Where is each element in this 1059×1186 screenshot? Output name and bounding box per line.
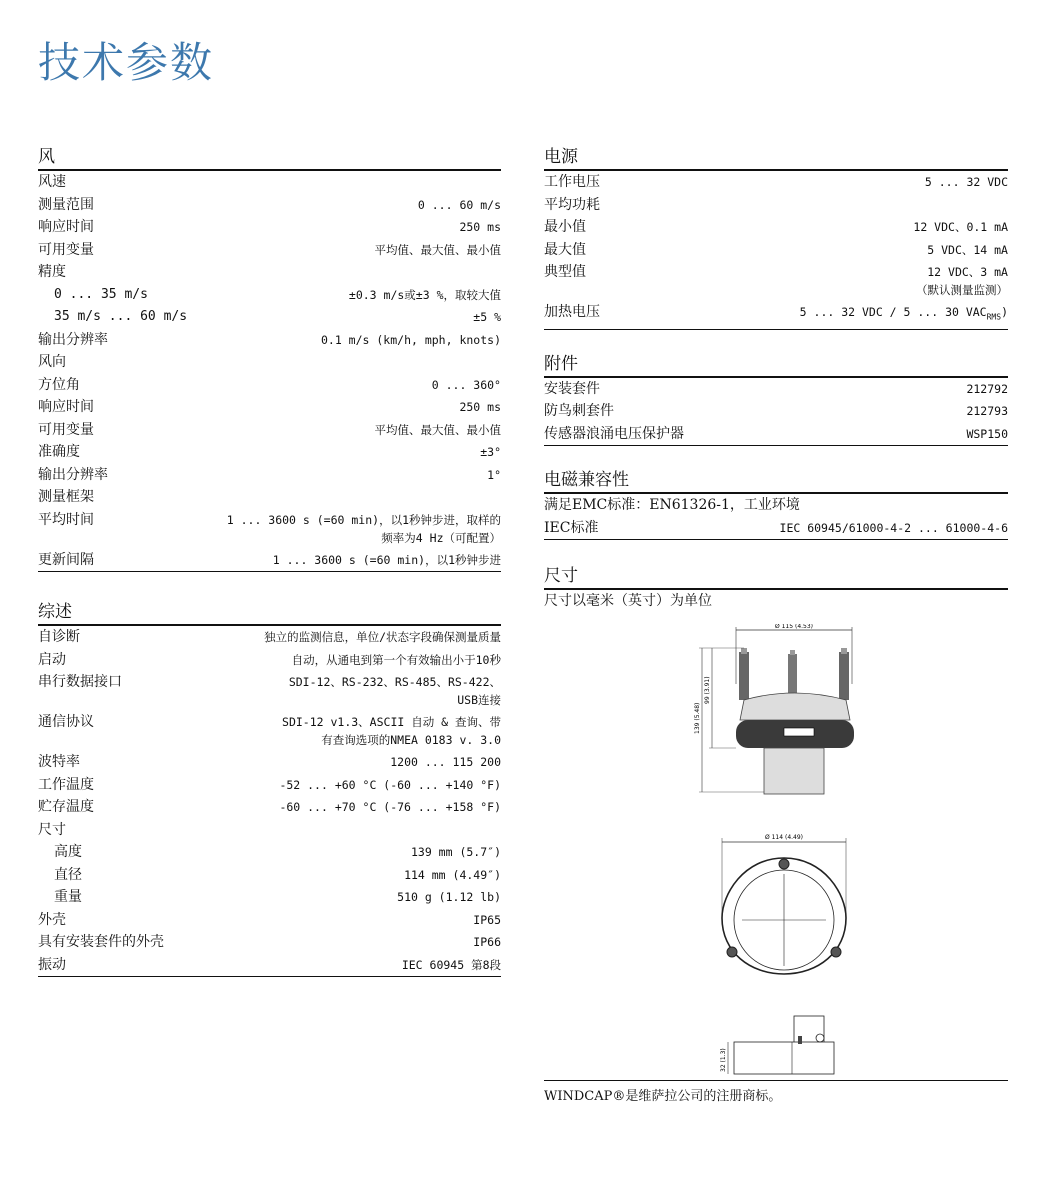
spec-label: 最小值 <box>544 219 586 235</box>
section-title-wind: 风 <box>38 145 501 171</box>
spec-label: 平均时间 <box>38 511 94 528</box>
wind-rows <box>38 171 501 572</box>
spec-label: 测量范围 <box>38 196 94 213</box>
spec-row <box>38 374 501 397</box>
spec-label: 输出分辨率 <box>38 466 108 483</box>
spec-value-text: 5 ... 32 VDC / 5 ... 30 VAC <box>799 305 987 319</box>
spec-value <box>780 517 1008 540</box>
spec-row <box>38 931 501 954</box>
spec-label: 方位角 <box>38 376 80 393</box>
spec-value-text: 139 mm (5.7″) <box>410 845 501 859</box>
side-width-label: Ø 115 (4.53) <box>774 624 814 631</box>
spec-value-text: ±0.3 m/s或±3 %，取较大值 <box>348 287 501 302</box>
section-title-power: 电源 <box>544 145 1008 171</box>
spec-row <box>544 239 1008 262</box>
spec-row <box>38 649 501 672</box>
spec-value <box>966 400 1008 423</box>
spec-label: 风向 <box>38 354 66 370</box>
right-column <box>544 145 1008 1100</box>
accessories-section <box>544 352 1008 447</box>
spec-value <box>459 216 501 239</box>
spec-value-text: IP65 <box>473 912 501 927</box>
spec-label: 最大值 <box>544 241 586 258</box>
wind-section <box>38 145 501 572</box>
spec-value <box>273 549 501 572</box>
spec-value <box>966 378 1008 401</box>
spec-label: 自诊断 <box>38 629 80 645</box>
spec-value-text: ±3° <box>480 445 501 459</box>
spec-value-text: IEC 60945/61000-4-2 ... 61000-4-6 <box>779 520 1008 535</box>
spec-value-text: IP66 <box>473 935 501 949</box>
emc-rows <box>544 494 1008 540</box>
spec-value <box>390 751 501 774</box>
spec-label: 启动 <box>38 651 66 668</box>
spec-row <box>38 261 501 284</box>
spec-label: 传感器浪涌电压保护器 <box>544 425 684 442</box>
top-width-label: Ø 114 (4.49) <box>764 834 804 842</box>
spec-value <box>321 329 501 352</box>
spec-row <box>38 796 501 819</box>
side-view-drawing <box>684 624 874 814</box>
spec-value <box>282 711 501 751</box>
spec-label: 加热电压 <box>544 304 600 320</box>
spec-row <box>544 261 1008 301</box>
spec-value-text: 0.1 m/s (km/h, mph, knots) <box>320 332 501 347</box>
trademark-footer: WINDCAP®是维萨拉公司的注册商标。 <box>544 1080 1008 1104</box>
spec-value <box>966 423 1008 446</box>
spec-label: 更新间隔 <box>38 551 94 568</box>
emc-section <box>544 468 1008 540</box>
spec-row <box>38 486 501 509</box>
spec-row <box>38 284 501 307</box>
spec-label: 具有安装套件的外壳 <box>38 934 164 950</box>
spec-value <box>279 774 501 797</box>
spec-label: 0 ... 35 m/s <box>54 286 148 302</box>
spec-value-text: 510 g (1.12 lb) <box>397 890 501 904</box>
spec-row <box>38 419 501 442</box>
spec-value <box>375 239 502 262</box>
spec-value-text: 1 ... 3600 s (=60 min)，以1秒钟步进 <box>272 552 501 567</box>
spec-row <box>544 400 1008 423</box>
section-title-emc: 电磁兼容性 <box>544 468 1008 494</box>
spec-label: 尺寸 <box>38 821 66 838</box>
spec-value <box>418 194 501 217</box>
spec-row <box>544 171 1008 194</box>
dimension-drawings <box>544 612 1008 1082</box>
spec-value-text: 独立的监测信息，单位/状态字段确保测量质量 <box>264 630 501 644</box>
spec-label: 贮存温度 <box>38 799 94 815</box>
spec-value-text: 平均值、最大值、最小值 <box>374 242 501 257</box>
spec-label: 安装套件 <box>544 380 600 397</box>
spec-row <box>544 423 1008 447</box>
spec-label: 风速 <box>38 174 66 190</box>
spec-value-text: 1 ... 3600 s (=60 min)，以1秒钟步进，取样的 频率为4 Hz（可配置） <box>226 512 501 545</box>
spec-value-text: 114 mm (4.49″) <box>404 867 501 882</box>
spec-label: 工作温度 <box>38 776 94 793</box>
section-title-accessories: 附件 <box>544 352 1008 378</box>
dimensions-section <box>544 564 1008 1082</box>
spec-row <box>38 954 501 978</box>
spec-value-text: 1200 ... 115 200 <box>390 755 501 769</box>
left-column <box>38 145 501 995</box>
spec-row <box>38 509 501 549</box>
spec-row <box>38 841 501 864</box>
spec-value <box>397 886 501 909</box>
section-title-general: 综述 <box>38 600 501 626</box>
spec-row <box>38 864 501 887</box>
spec-value <box>404 864 501 887</box>
spec-value-text: 自动，从通电到第一个有效输出小于10秒 <box>291 652 501 667</box>
spec-value-subscript: RMS <box>986 312 1002 322</box>
spec-row <box>38 351 501 374</box>
spec-value-text: 0 ... 60 m/s <box>417 197 501 212</box>
spec-row <box>38 216 501 239</box>
dimensions-note: 尺寸以毫米（英寸）为单位 <box>544 593 712 610</box>
spec-row <box>38 671 501 711</box>
spec-value <box>480 441 501 464</box>
spec-label: 平均功耗 <box>544 196 600 213</box>
spec-row <box>38 194 501 217</box>
spec-label: 串行数据接口 <box>38 674 122 690</box>
top-view-drawing <box>714 834 854 984</box>
spec-label: 重量 <box>54 889 82 905</box>
spec-value <box>264 626 501 649</box>
spec-label: 可用变量 <box>38 241 94 258</box>
spec-label: 准确度 <box>38 444 80 460</box>
spec-value <box>279 796 501 819</box>
spec-label: 波特率 <box>38 754 80 770</box>
spec-value <box>402 954 501 977</box>
spec-value-text: IEC 60945 第8段 <box>401 957 501 972</box>
spec-value-text: 12 VDC、3 mA （默认测量监测） <box>916 265 1008 297</box>
spec-row <box>38 239 501 262</box>
spec-row <box>544 216 1008 239</box>
spec-row <box>38 171 501 194</box>
spec-label: 满足EMC标准：EN61326-1，工业环境 <box>544 497 800 514</box>
spec-label: 精度 <box>38 264 66 280</box>
spec-value <box>473 306 501 329</box>
spec-label: 典型值 <box>544 264 586 280</box>
spec-value <box>913 216 1008 239</box>
spec-label: IEC标准 <box>544 519 599 536</box>
spec-row <box>544 517 1008 541</box>
spec-value-text: 212792 <box>966 381 1008 396</box>
spec-value-text: 0 ... 360° <box>431 377 501 392</box>
general-rows <box>38 626 501 977</box>
spec-row <box>544 378 1008 401</box>
spec-label: 可用变量 <box>38 421 94 438</box>
spec-value <box>487 464 501 487</box>
spec-row <box>544 301 1008 330</box>
spec-row <box>38 306 501 329</box>
side-height2-label: 99 (3.91) <box>704 676 711 705</box>
power-rows <box>544 171 1008 330</box>
spec-value-text: -52 ... +60 °C (-60 ... +140 °F) <box>279 777 501 792</box>
spec-value <box>927 239 1008 262</box>
spec-label: 振动 <box>38 956 66 973</box>
spec-label: 通信协议 <box>38 714 94 730</box>
spec-row <box>38 751 501 774</box>
spec-value <box>800 301 1008 329</box>
spec-row <box>544 194 1008 217</box>
spec-value <box>411 841 501 864</box>
power-section <box>544 145 1008 330</box>
spec-value <box>289 671 501 711</box>
spec-label: 直径 <box>54 866 82 883</box>
spec-value-text: 5 ... 32 VDC <box>924 175 1008 189</box>
side-height-label: 139 (5.48) <box>694 702 701 735</box>
spec-label: 防鸟刺套件 <box>544 403 614 420</box>
spec-label: 响应时间 <box>38 219 94 235</box>
spec-value-suffix: ) <box>1001 305 1008 319</box>
spec-value-text: 250 ms <box>459 400 501 414</box>
spec-value <box>349 284 501 307</box>
spec-row <box>38 396 501 419</box>
spec-value <box>459 396 501 419</box>
spec-value-text: 250 ms <box>459 220 501 234</box>
spec-value <box>473 931 501 954</box>
section-title-dimensions: 尺寸 <box>544 564 1008 590</box>
spec-value-text: -60 ... +70 °C (-76 ... +158 °F) <box>279 800 501 814</box>
spec-value <box>375 419 502 442</box>
spec-row <box>38 441 501 464</box>
spec-value-text: 平均值、最大值、最小值 <box>374 422 501 437</box>
spec-value-text: WSP150 <box>966 426 1008 441</box>
spec-label: 外壳 <box>38 911 66 928</box>
spec-row <box>38 329 501 352</box>
spec-value-text: SDI-12 v1.3、ASCII 自动 & 查询、带 有查询选项的NMEA 0183 v. 3.0 <box>282 715 501 747</box>
spec-value-text: 5 VDC、14 mA <box>927 242 1008 257</box>
spec-value-text: ±5 % <box>473 310 501 324</box>
spec-row <box>38 549 501 573</box>
spec-value-text: SDI-12、RS-232、RS-485、RS-422、 USB连接 <box>288 675 501 707</box>
spec-row <box>38 774 501 797</box>
bracket-height-label: 32 (1.3) <box>720 1048 727 1073</box>
bracket-view-drawing <box>704 1012 844 1082</box>
spec-value <box>227 509 501 549</box>
accessories-rows <box>544 378 1008 447</box>
spec-value-text: 1° <box>487 467 501 482</box>
spec-row <box>544 494 1008 517</box>
page-title: 技术参数 <box>38 38 215 87</box>
spec-row <box>38 711 501 751</box>
spec-label: 输出分辨率 <box>38 331 108 348</box>
spec-label: 高度 <box>54 844 82 860</box>
spec-row <box>38 626 501 649</box>
spec-label: 35 m/s ... 60 m/s <box>54 309 188 324</box>
spec-value <box>473 909 501 932</box>
spec-label: 测量框架 <box>38 489 94 505</box>
spec-row <box>38 886 501 909</box>
spec-row <box>38 909 501 932</box>
spec-value <box>925 171 1008 194</box>
spec-label: 响应时间 <box>38 399 94 415</box>
spec-value <box>916 261 1008 301</box>
general-section <box>38 600 501 977</box>
spec-value <box>292 649 501 672</box>
spec-row <box>38 819 501 842</box>
spec-value-text: 212793 <box>966 404 1008 419</box>
spec-label: 工作电压 <box>544 174 600 190</box>
spec-row <box>38 464 501 487</box>
spec-value-text: 12 VDC、0.1 mA <box>913 220 1008 234</box>
spec-value <box>432 374 501 397</box>
